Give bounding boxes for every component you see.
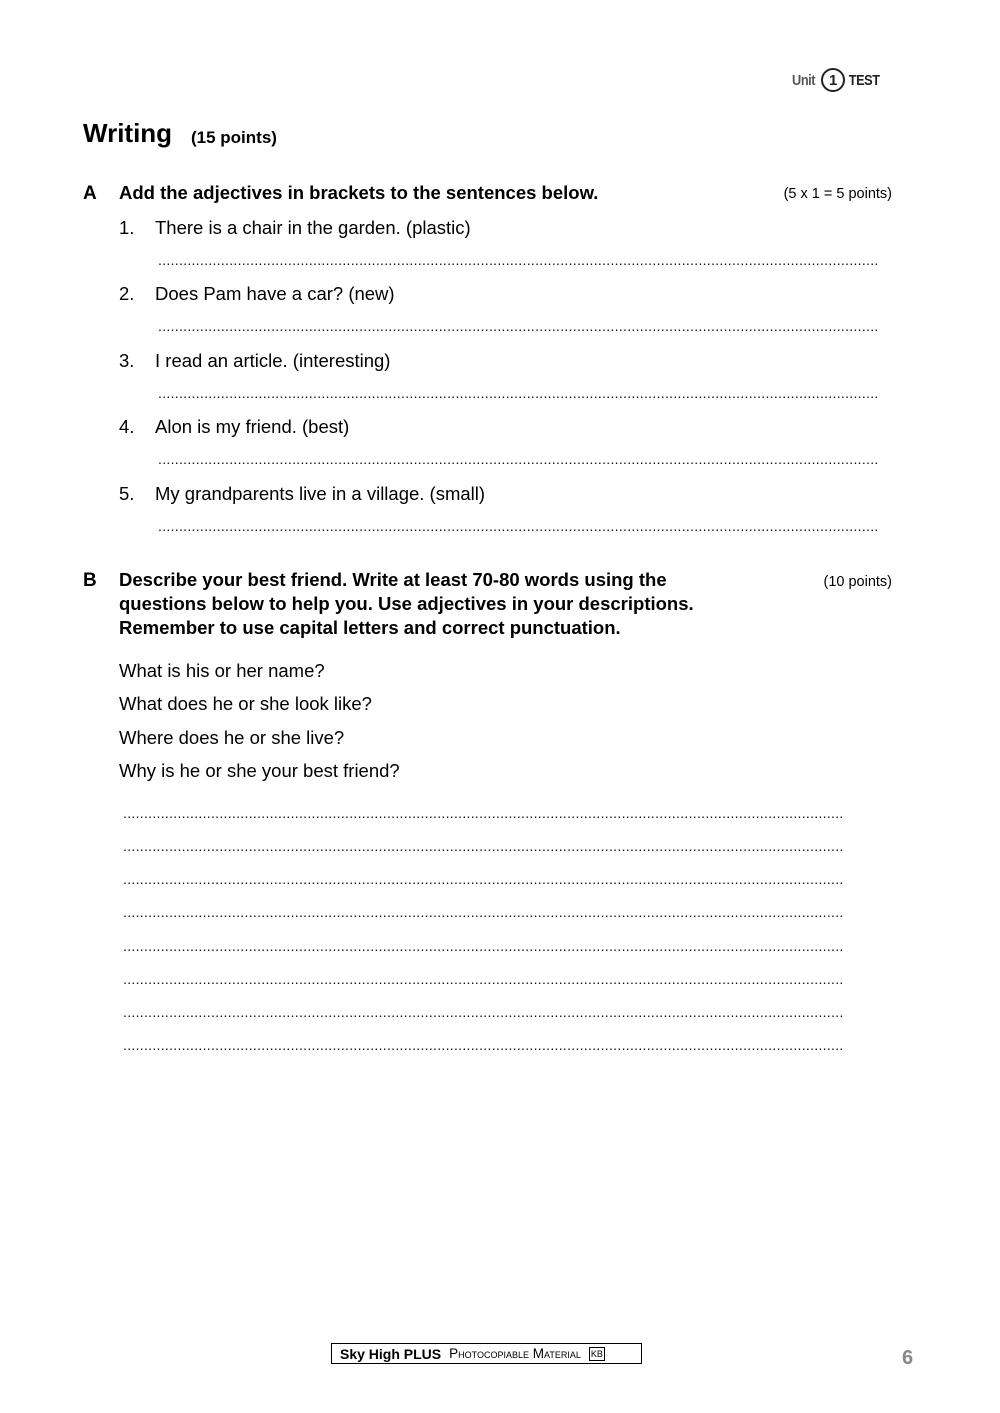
writing-line[interactable]: ............................................................................................................................................................................ xyxy=(123,904,844,920)
writing-line[interactable]: ............................................................................................................................................................................ xyxy=(123,938,844,954)
title-points: (15 points) xyxy=(191,128,277,147)
page-title: Writing xyxy=(83,118,173,148)
item-text: Alon is my friend. (best) xyxy=(155,416,350,437)
guide-question: What does he or she look like? xyxy=(119,693,372,714)
guide-question: What is his or her name? xyxy=(119,660,325,681)
item-text: I read an article. (interesting) xyxy=(155,350,391,371)
footer-material: Photocopiable Material xyxy=(449,1346,581,1361)
guide-question: Where does he or she live? xyxy=(119,727,345,748)
unit-number-circle: 1 xyxy=(821,68,845,92)
unit-test-badge xyxy=(790,64,883,96)
footer-copyright-box xyxy=(331,1343,642,1364)
answer-line[interactable]: ............................................................................................................................................................................ xyxy=(158,252,879,268)
item-number: 1. xyxy=(119,217,135,238)
section-a-letter: A xyxy=(83,183,97,204)
writing-line[interactable]: ............................................................................................................................................................................ xyxy=(123,1037,844,1053)
item-number: 5. xyxy=(119,483,135,504)
item-text: My grandparents live in a village. (small) xyxy=(155,483,486,504)
writing-line[interactable]: ............................................................................................................................................................................ xyxy=(123,871,844,887)
answer-line[interactable]: ............................................................................................................................................................................ xyxy=(158,385,879,401)
section-b-instruction-line: Remember to use capital letters and correct punctuation. xyxy=(119,617,621,638)
item-number: 2. xyxy=(119,283,135,304)
footer-brand: Sky High PLUS xyxy=(340,1345,442,1362)
writing-line[interactable]: ............................................................................................................................................................................ xyxy=(123,838,844,854)
section-b-letter: B xyxy=(83,570,97,591)
writing-line[interactable]: ............................................................................................................................................................................ xyxy=(123,1004,844,1020)
publisher-logo-icon: KB xyxy=(590,1348,603,1359)
section-b-instruction-line: questions below to help you. Use adjectives in your descriptions. xyxy=(119,593,694,614)
test-label: TEST xyxy=(848,71,880,89)
answer-line[interactable]: ............................................................................................................................................................................ xyxy=(158,318,879,334)
section-b-points: (10 points) xyxy=(823,574,892,590)
item-text: Does Pam have a car? (new) xyxy=(155,283,395,304)
unit-label: Unit xyxy=(792,71,816,89)
item-text: There is a chair in the garden. (plastic) xyxy=(155,217,471,238)
item-number: 3. xyxy=(119,350,135,371)
answer-line[interactable]: ............................................................................................................................................................................ xyxy=(158,518,879,534)
item-number: 4. xyxy=(119,416,135,437)
guide-question: Why is he or she your best friend? xyxy=(119,760,400,781)
section-a-points: (5 x 1 = 5 points) xyxy=(783,186,892,202)
section-b-instruction-line: Describe your best friend. Write at least 70-80 words using the xyxy=(119,569,667,590)
writing-line[interactable]: ............................................................................................................................................................................ xyxy=(123,971,844,987)
answer-line[interactable]: ............................................................................................................................................................................ xyxy=(158,451,879,467)
writing-line[interactable]: ............................................................................................................................................................................ xyxy=(123,805,844,821)
page-number: 6 xyxy=(902,1347,914,1369)
section-a-instruction: Add the adjectives in brackets to the sentences below. xyxy=(119,182,599,203)
